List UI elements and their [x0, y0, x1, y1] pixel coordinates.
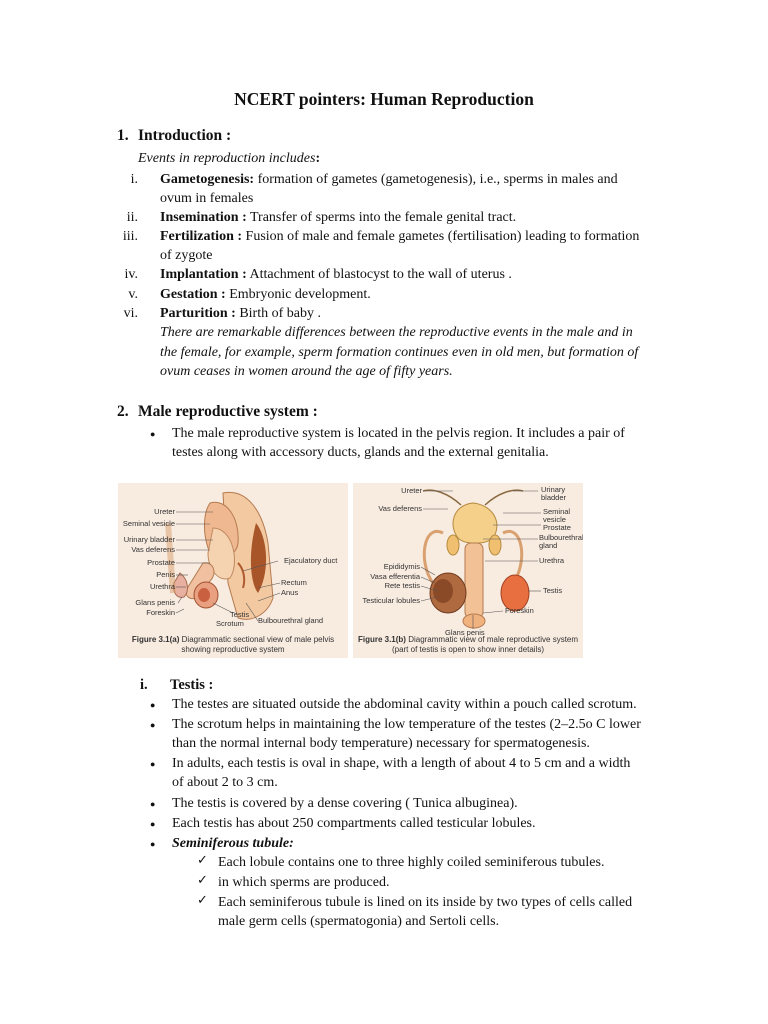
fig-b-label: Prostate [543, 523, 571, 532]
intro-note-line: the female, for example, sperm formation continues even in old men, but formation of [160, 345, 639, 360]
testis-bullet-line: In adults, each testis is oval in shape, with a length of about 4 to 5 cm and a width [172, 756, 631, 771]
fig-a-label: Vas deferens [131, 545, 175, 554]
checkmark-icon: ✓ [197, 853, 208, 868]
male-bullet-line: testes along with accessory ducts, glands and the external genitalia. [172, 445, 549, 460]
section-heading-male: Male reproductive system : [138, 403, 318, 420]
check-item-line: Each lobule contains one to three highly coiled seminiferous tubules. [218, 855, 605, 870]
male-bullet-line: The male reproductive system is located in the pelvis region. It includes a pair of [172, 426, 625, 441]
intro-note-line: There are remarkable differences between the reproductive events in the male and in [160, 325, 633, 340]
testis-bullet-line: The testis is covered by a dense covering ( Tunica albuginea). [172, 796, 518, 811]
fig-a-label: Penis [156, 570, 175, 579]
check-item-line: male germ cells (spermatogonia) and Sertoli cells. [218, 914, 500, 929]
subsection-heading-testis: Testis : [170, 677, 214, 693]
section-number-male: 2. [117, 403, 129, 420]
fig-b-label: gland [539, 541, 558, 550]
bullet-icon [150, 721, 158, 729]
fig-a-label: Urinary bladder [123, 535, 175, 544]
list-item-continuation: ovum in females [160, 191, 254, 206]
testis-bullet-line: Each testis has about 250 compartments called testicular lobules. [172, 816, 536, 831]
list-number: v. [128, 287, 138, 302]
figure-a-diagram [118, 483, 348, 658]
fig-a-label: Rectum [281, 578, 307, 587]
list-item-gestation: Gestation : Embryonic development. [160, 287, 371, 302]
bullet-icon [150, 430, 158, 438]
testis-bullet-line: than the normal internal body temperature) necessary for spermatogenesis. [172, 736, 590, 751]
fig-b-label: Bulbourethral [539, 533, 583, 542]
testis-bullet-line: of about 2 to 3 cm. [172, 775, 278, 790]
fig-a-label: Foreskin [146, 608, 175, 617]
checkmark-icon: ✓ [197, 893, 208, 908]
bullet-icon [150, 820, 158, 828]
subsection-number-testis: i. [140, 677, 148, 693]
check-item-line: Each seminiferous tubule is lined on its inside by two types of cells called [218, 895, 633, 910]
fig-b-label: Epididymis [383, 562, 420, 571]
bullet-icon [150, 701, 158, 709]
fig-a-label: Glans penis [135, 598, 175, 607]
intro-note-line: ovum ceases in women around the age of fifty years. [160, 364, 453, 379]
list-number: ii. [126, 210, 138, 225]
fig-b-label: Rete testis [384, 581, 420, 590]
fig-b-label: Urinary [541, 485, 566, 494]
seminiferous-heading: Seminiferous tubule: [172, 836, 294, 851]
fig-a-label: Scrotum [216, 619, 244, 628]
figure-a-caption: Figure 3.1(a) Diagrammatic sectional view of male pelvis showing reproductive system [131, 635, 335, 654]
fig-b-label: Vasa efferentia [370, 572, 420, 581]
intro-subheading: Events in reproduction includes: [138, 151, 321, 166]
fig-b-label: Foreskin [505, 606, 534, 615]
fig-b-label: Urethra [539, 556, 565, 565]
figure-b-caption: Figure 3.1(b) Diagrammatic view of male reproductive system (part of testis is open to show inner details) [357, 635, 579, 654]
bullet-icon [150, 840, 158, 848]
fig-b-label: Vas deferens [378, 504, 422, 513]
list-number: vi. [123, 306, 138, 321]
list-item-continuation: of zygote [160, 248, 213, 263]
list-item-fertilization: Fertilization : Fusion of male and female gametes (fertilisation) leading to formation [160, 229, 640, 244]
list-item-parturition: Parturition : Birth of baby . [160, 306, 321, 321]
fig-b-label: Testis [543, 586, 563, 595]
fig-a-label: Anus [281, 588, 299, 597]
fig-b-label: Glans penis [445, 628, 485, 637]
figure-b-diagram [353, 483, 583, 658]
list-number: i. [130, 172, 138, 187]
fig-a-label: Bulbourethral gland [258, 616, 324, 625]
fig-b-label: Ureter [401, 486, 422, 495]
fig-b-label: vesicle [543, 515, 566, 524]
testis-bullet-line: The testes are situated outside the abdominal cavity within a pouch called scrotum. [172, 697, 637, 712]
fig-a-label: Prostate [147, 558, 175, 567]
fig-b-label: bladder [541, 493, 567, 502]
bullet-icon [150, 800, 158, 808]
list-item-implantation: Implantation : Attachment of blastocyst to the wall of uterus . [160, 267, 512, 282]
fig-b-label: Testicular lobules [362, 596, 420, 605]
bullet-icon [150, 760, 158, 768]
figure-b-panel [353, 483, 583, 658]
list-number: iii. [122, 229, 138, 244]
check-item-line: in which sperms are produced. [218, 875, 390, 890]
fig-a-label: Seminal vesicle [122, 519, 175, 528]
section-number-intro: 1. [117, 127, 129, 144]
figure-a-panel [118, 483, 348, 658]
fig-a-label: Ureter [154, 507, 175, 516]
fig-a-label: Testis [230, 610, 250, 619]
list-number: iv. [124, 267, 138, 282]
testis-bullet-line: The scrotum helps in maintaining the low temperature of the testes (2–2.5o C lower [172, 717, 641, 732]
fig-a-label: Urethra [149, 582, 175, 591]
section-heading-intro: Introduction : [138, 127, 232, 144]
fig-b-label: Seminal [543, 507, 571, 516]
checkmark-icon: ✓ [197, 873, 208, 888]
fig-a-label: Ejaculatory duct [284, 556, 338, 565]
list-item-gametogenesis: Gametogenesis: formation of gametes (gametogenesis), i.e., sperms in males and [160, 172, 618, 187]
page-title: NCERT pointers: Human Reproduction [234, 89, 534, 109]
list-item-insemination: Insemination : Transfer of sperms into the female genital tract. [160, 210, 517, 225]
